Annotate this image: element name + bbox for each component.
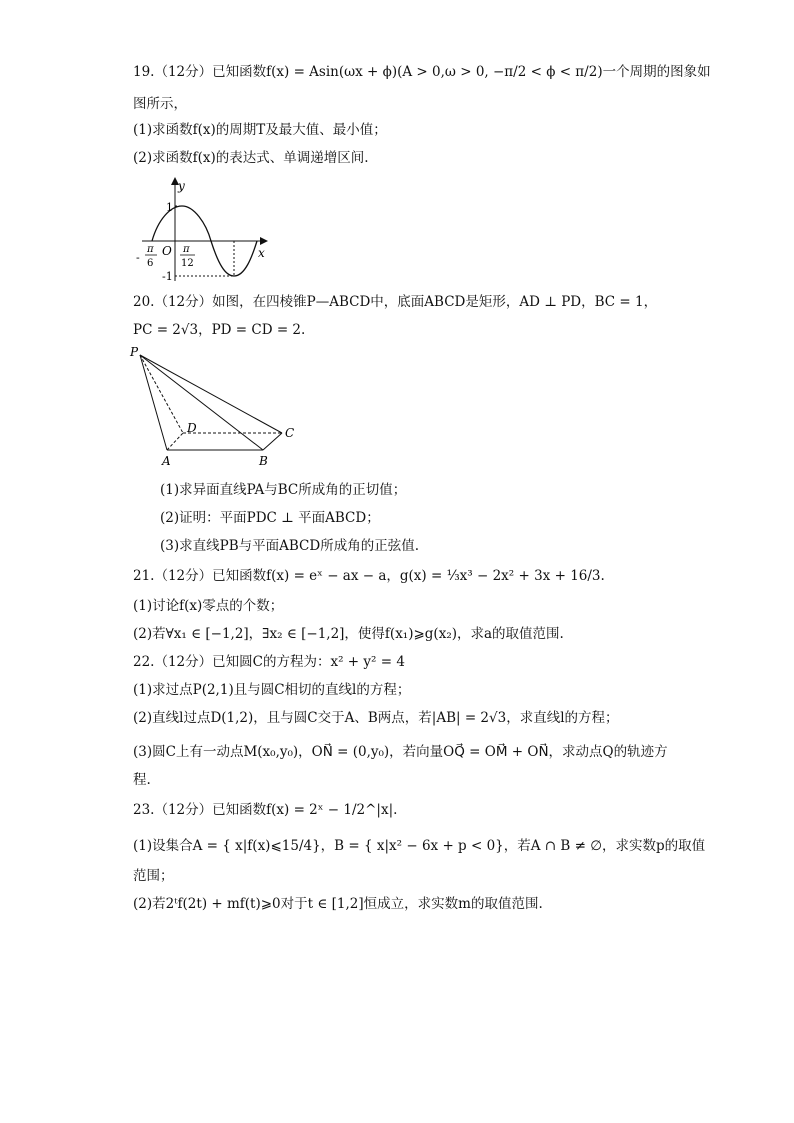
q20-sub3: (3)求直线PB与平面ABCD所成角的正弦值. (160, 538, 419, 554)
q22-sub3a: (3)圆C上有一动点M(x₀,y₀)，ON⃗ = (0,y₀)，若向量OQ⃗ = OM⃗ + ON⃗，求动点Q的轨迹方 (133, 744, 668, 760)
edge-PC (140, 355, 282, 433)
right-frac-num: π (183, 244, 190, 255)
q20-line1: 20.（12分）如图，在四棱锥P—ABCD中，底面ABCD是矩形，AD ⊥ PD，BC = 1， (133, 294, 658, 310)
neg-sign: - (136, 251, 140, 264)
edge-AD (167, 433, 183, 450)
edge-BC (263, 433, 282, 450)
label-A: A (162, 454, 171, 468)
left-frac-den: 6 (147, 258, 154, 269)
left-frac-num: π (147, 244, 154, 255)
label-P: P (130, 345, 139, 359)
q19-sine-graph (130, 175, 280, 285)
q21-sub2: (2)若∀x₁ ∈ [−1,2]，∃x₂ ∈ [−1,2]，使得f(x₁)⩾g(x₂)，求a的取值范围. (133, 626, 564, 642)
y-label: y (178, 179, 185, 193)
label-C: C (285, 426, 295, 440)
label-B: B (259, 454, 268, 468)
q21-line1: 21.（12分）已知函数f(x) = eˣ − ax − a，g(x) = ⅓x³ − 2x² + 3x + 16/3. (133, 568, 605, 584)
label-D: D (187, 421, 197, 435)
q22-line1: 22.（12分）已知圆C的方程为：x² + y² = 4 (133, 654, 405, 670)
edge-PA (140, 355, 167, 450)
q19-line1: 19.（12分）已知函数f(x) = Asin(ωx + ϕ)(A > 0,ω > 0, −π/2 < ϕ < π/2)一个周期的图象如 (133, 64, 711, 80)
q20-sub1: (1)求异面直线PA与BC所成角的正切值； (160, 482, 407, 498)
q23-sub1b: 范围； (133, 868, 174, 884)
q19-line2: 图所示， (133, 96, 187, 112)
y-max-label: 1 (166, 201, 173, 214)
q23-sub2: (2)若2ᵗf(2t) + mf(t)⩾0对于t ∈ [1,2]恒成立，求实数m的取值范围. (133, 896, 543, 912)
q22-sub3b: 程. (133, 772, 151, 788)
q20-sub2: (2)证明：平面PDC ⊥ 平面ABCD； (160, 510, 380, 526)
edge-PB (140, 355, 263, 450)
q23-sub1a: (1)设集合A = { x|f(x)⩽15/4}，B = { x|x² − 6x + p < 0}，若A ∩ B ≠ ∅，求实数p的取值 (133, 838, 706, 854)
origin-label: O (162, 244, 172, 258)
q21-sub1: (1)讨论f(x)零点的个数； (133, 598, 284, 614)
q22-sub2: (2)直线l过点D(1,2)，且与圆C交于A、B两点，若|AB| = 2√3，求直线l的方程； (133, 710, 619, 726)
q23-line1: 23.（12分）已知函数f(x) = 2ˣ − 1/2^|x|. (133, 802, 398, 818)
y-min-label: -1 (162, 270, 173, 283)
x-label: x (258, 246, 265, 260)
q19-sub1: (1)求函数f(x)的周期T及最大值、最小值； (133, 122, 387, 138)
q22-sub1: (1)求过点P(2,1)且与圆C相切的直线l的方程； (133, 682, 411, 698)
q19-sub2: (2)求函数f(x)的表达式、单调递增区间. (133, 150, 369, 166)
q20-line2: PC = 2√3，PD = CD = 2. (133, 322, 306, 338)
right-frac-den: 12 (181, 258, 194, 269)
q20-pyramid-figure (125, 343, 305, 473)
